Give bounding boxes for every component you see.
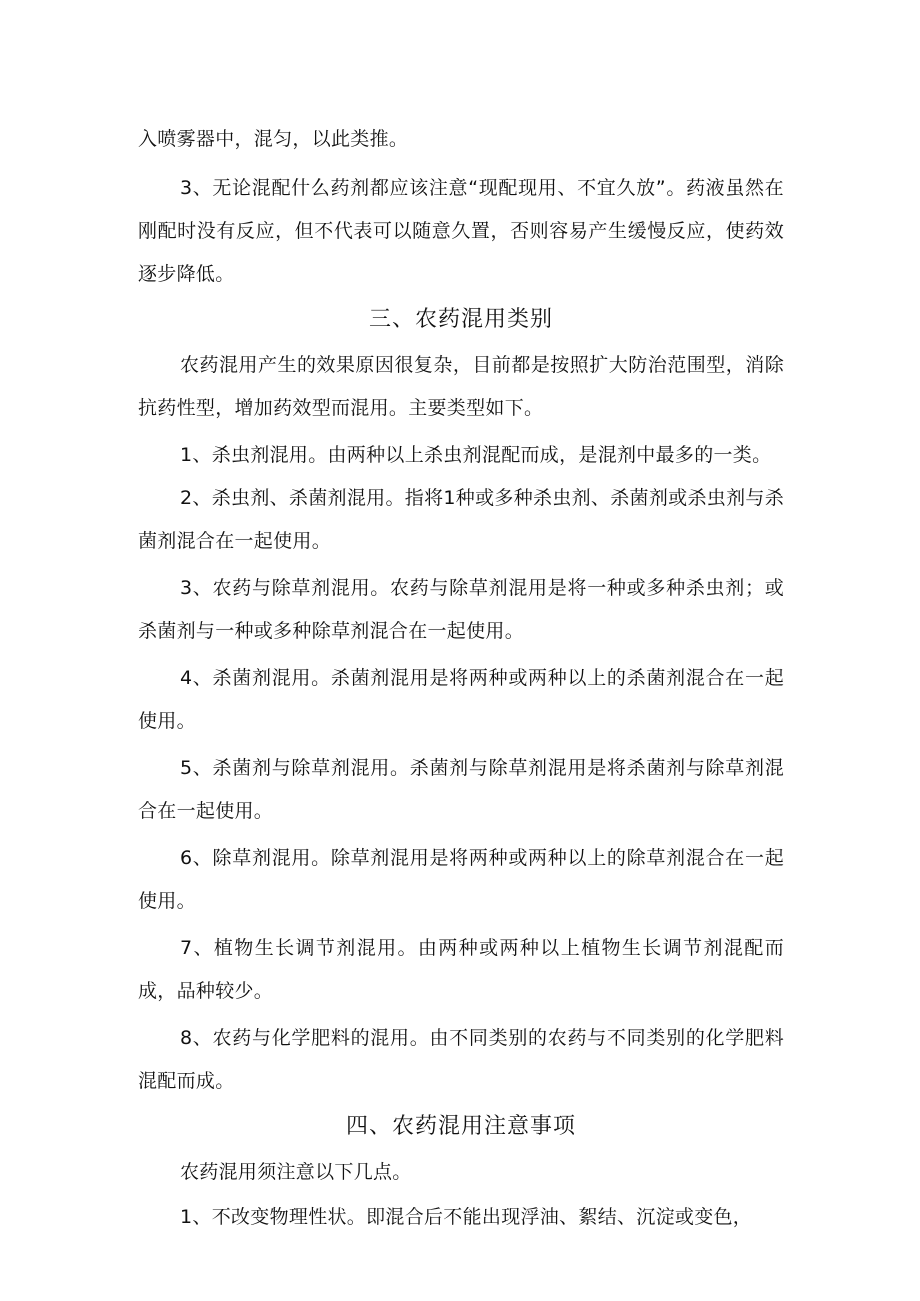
section-heading-4: 四、农药混用注意事项 bbox=[345, 1114, 576, 1139]
section3-item-1: 1、杀虫剂混用。由两种以上杀虫剂混配而成，是混剂中最多的一类。 bbox=[180, 444, 772, 466]
section3-item-3: 3、农药与除草剂混用。农药与除草剂混用是将一种或多种杀虫剂；或杀菌剂与一种或多种除草剂混合在一起使用。 bbox=[138, 577, 784, 642]
section4-item-1: 1、不改变物理性状。即混合后不能出现浮油、絮结、沉淀或变色， bbox=[180, 1206, 753, 1228]
section3-intro: 农药混用产生的效果原因很复杂，目前都是按照扩大防治范围型，消除抗药性型，增加药效型而混用。主要类型如下。 bbox=[138, 354, 784, 419]
section3-item-5: 5、杀菌剂与除草剂混用。杀菌剂与除草剂混用是将杀菌剂与除草剂混合在一起使用。 bbox=[138, 757, 784, 822]
paragraph-item-3: 3、无论混配什么药剂都应该注意“现配现用、不宜久放”。药液虽然在刚配时没有反应，但不代表可以随意久置，否则容易产生缓慢反应，使药效逐步降低。 bbox=[138, 177, 784, 285]
section4-intro: 农药混用须注意以下几点。 bbox=[180, 1161, 412, 1183]
section3-item-4: 4、杀菌剂混用。杀菌剂混用是将两种或两种以上的杀菌剂混合在一起使用。 bbox=[138, 667, 784, 732]
section3-item-7: 7、植物生长调节剂混用。由两种或两种以上植物生长调节剂混配而成，品种较少。 bbox=[138, 937, 784, 1002]
section3-item-2: 2、杀虫剂、杀菌剂混用。指将1种或多种杀虫剂、杀菌剂或杀虫剂与杀菌剂混合在一起使用。 bbox=[138, 487, 784, 552]
section3-item-8: 8、农药与化学肥料的混用。由不同类别的农药与不同类别的化学肥料混配而成。 bbox=[138, 1027, 784, 1092]
section3-item-6: 6、除草剂混用。除草剂混用是将两种或两种以上的除草剂混合在一起使用。 bbox=[138, 847, 784, 912]
paragraph-continuation: 入喷雾器中，混匀，以此类推。 bbox=[138, 128, 409, 150]
document-body bbox=[138, 118, 784, 1239]
section-heading-3: 三、农药混用类别 bbox=[368, 307, 553, 332]
